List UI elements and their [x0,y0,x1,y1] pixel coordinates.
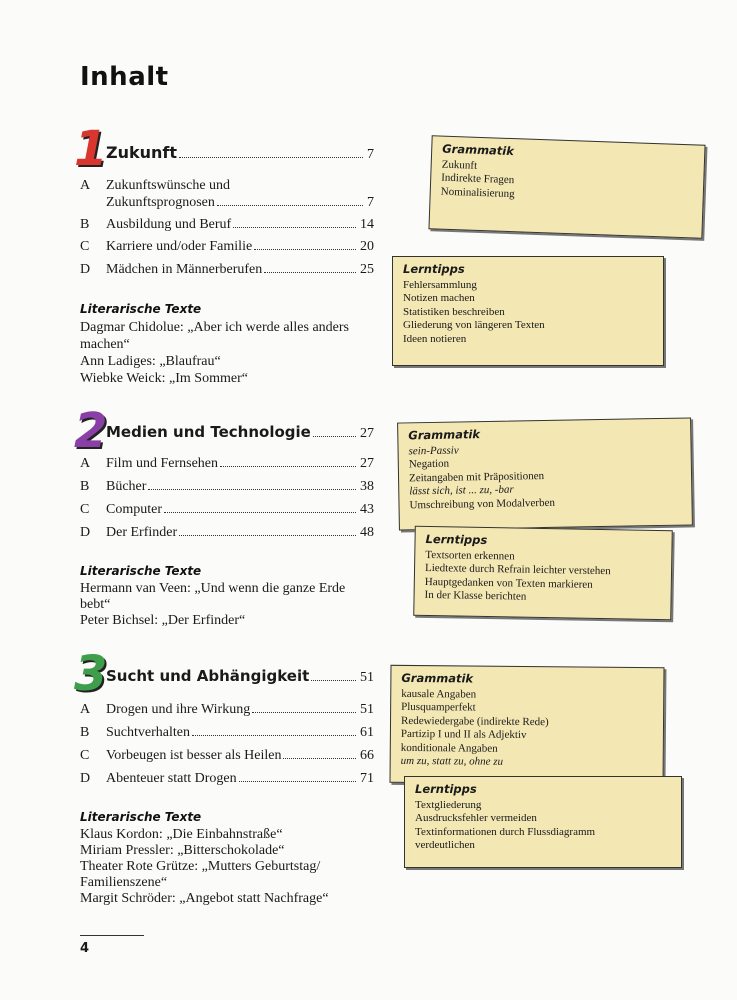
chapter-number-2: 2 [74,403,108,459]
literary-text: Familienszene“ [80,875,168,890]
section-letter: D [80,525,91,540]
box-item: kausale Angaben [401,687,477,701]
section-letter: A [80,702,91,717]
literary-text: Margit Schröder: „Angebot statt Nachfrage“ [80,891,329,906]
box-item: sein-Passiv [408,444,459,457]
box-item: Gliederung von längeren Texten [403,319,545,331]
literary-text: Miriam Pressler: „Bitterschokolade“ [80,843,285,858]
literary-text: machen“ [80,337,130,352]
box-item: Zukunft [441,158,478,172]
chapter-title: Medien und Technologie [106,423,311,441]
section-page: 43 [360,502,374,517]
box-item: verdeutlichen [415,839,475,851]
chapter-number-1: 1 [74,121,108,177]
section-page: 48 [360,525,374,540]
section-title: Computer [106,502,162,517]
section-title-line1: Zukunftswünsche und [106,178,231,193]
box-heading: Grammatik [408,427,481,443]
literary-texts-heading: Literarische Texte [80,810,202,824]
section-title: Film und Fernsehen [106,456,218,471]
box-heading: Grammatik [442,141,515,159]
box-item: Textgliederung [415,798,482,811]
literary-text: Klaus Kordon: „Die Einbahnstraße“ [80,827,283,842]
literary-text: bebt“ [80,597,111,612]
chapter-title: Zukunft [106,143,178,162]
section-letter: A [80,456,91,471]
section-letter: C [80,502,90,517]
box-heading: Lerntipps [425,531,488,548]
lerntipps-box [413,526,673,620]
box-item: lässt sich, ist ... zu, -bar [409,483,514,498]
section-page: 71 [360,771,374,786]
section-page: 51 [360,702,374,717]
box-item: Textsorten erkennen [425,548,515,563]
lerntipps-box [392,256,664,366]
grammatik-box [389,665,664,785]
section-title: Abenteuer statt Drogen [106,771,237,786]
section-letter: C [80,239,90,254]
literary-text: Peter Bichsel: „Der Erfinder“ [80,613,246,628]
box-item: Redewiedergabe (indirekte Rede) [400,714,549,728]
lerntipps-box [404,776,682,868]
chapter-number-3: 3 [74,646,108,702]
section-letter: A [80,178,91,193]
box-item: Negation [408,457,450,471]
box-item: Indirekte Fragen [441,171,515,187]
section-letter: D [80,262,91,277]
literary-text: Ann Ladiges: „Blaufrau“ [80,354,221,369]
literary-texts-heading: Literarische Texte [80,564,202,578]
section-page: 66 [360,748,374,763]
footer-rule [80,935,144,936]
box-item: Fehlersammlung [403,278,477,291]
section-page: 7 [367,195,374,210]
box-item: Statistiken beschreiben [403,305,505,318]
literary-text: Wiebke Weick: „Im Sommer“ [80,371,248,386]
section-letter: B [80,479,90,494]
literary-texts-heading: Literarische Texte [80,302,202,316]
chapter-page: 51 [360,670,374,685]
box-item: Nominalisierung [440,185,515,200]
section-title: Karriere und/oder Familie [106,239,253,254]
section-title: Bücher [106,479,147,494]
box-item: konditionale Angaben [400,741,498,755]
box-heading: Lerntipps [415,782,477,796]
box-item: Ausdrucksfehler vermeiden [415,812,537,824]
section-title: Der Erfinder [106,525,178,540]
section-page: 38 [360,479,374,494]
section-title: Drogen und ihre Wirkung [106,702,251,717]
section-page: 61 [360,725,374,740]
chapter-title: Sucht und Abhängigkeit [106,667,310,685]
box-item: Plusquamperfekt [401,700,476,714]
section-page: 25 [360,262,374,277]
section-letter: C [80,748,90,763]
section-page: 27 [360,456,374,471]
chapter-page: 27 [360,426,374,441]
chapter-page: 7 [367,147,374,162]
box-item: Textinformationen durch Flussdiagramm [415,825,596,838]
box-item: In der Klasse berichten [424,588,527,603]
toc-section[interactable] [80,177,374,211]
section-title: Ausbildung und Beruf [106,217,232,232]
page-title: Inhalt [80,62,169,92]
box-item: Notizen machen [403,292,475,304]
box-item: Hauptgedanken von Texten markieren [424,575,593,591]
section-title: Suchtverhalten [106,725,190,740]
box-heading: Grammatik [401,670,474,686]
box-item: um zu, statt zu, ohne zu [400,754,504,768]
section-letter: D [80,771,91,786]
section-title: Vorbeugen ist besser als Heilen [106,748,282,763]
literary-text: Theater Rote Grütze: „Mutters Geburtstag/ [80,859,321,874]
box-item: Umschreibung von Modalverben [409,496,556,511]
section-title: Mädchen in Männerberufen [106,262,263,277]
page-number: 4 [80,941,90,956]
box-heading: Lerntipps [403,262,465,276]
grammatik-box [428,135,705,239]
box-item: Zeitangaben mit Präpositionen [408,469,545,484]
literary-text: Hermann van Veen: „Und wenn die ganze Erde [80,581,346,596]
grammatik-box [397,417,693,530]
section-title-line2: Zukunftsprognosen [106,195,215,210]
box-item: Ideen notieren [403,332,467,345]
section-letter: B [80,725,90,740]
section-page: 20 [360,239,374,254]
box-item: Liedtexte durch Refrain leichter verstehen [424,561,611,578]
section-page: 14 [360,217,374,232]
box-item: Partizip I und II als Adjektiv [400,727,527,741]
literary-text: Dagmar Chidolue: „Aber ich werde alles anders [80,320,350,335]
section-letter: B [80,217,90,232]
